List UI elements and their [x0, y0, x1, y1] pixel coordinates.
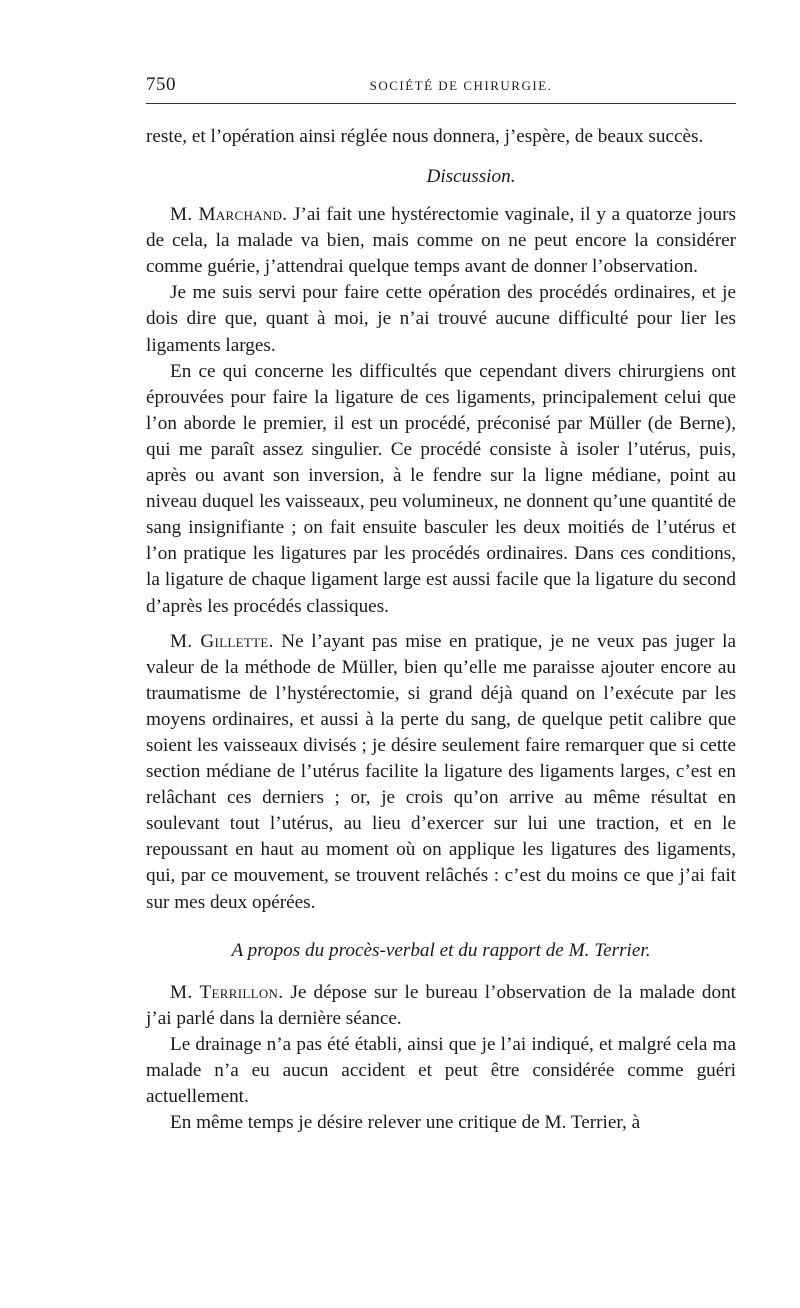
page-number: 750 [146, 74, 176, 95]
page-header [146, 74, 736, 98]
body-text [146, 124, 736, 1136]
paragraph-text: J’ai fait une hystérectomie vaginale, il y a quatorze jours de cela, la malade va bien, mais comme on ne peut encore la considérer comme guérie, j’attendrai quelque temps avant de donner l’observation. [146, 204, 736, 278]
paragraph: En même temps je désire relever une critique de M. Terrier, à [170, 1112, 641, 1134]
paragraph-text: Ne l’ayant pas mise en pratique, je ne veux pas juger la valeur de la méthode de Müller, bien qu’elle me paraisse ajouter encore au traumatisme de l’hystérectomie, si grand déjà quand on l’exécute par les moyens ordinaires, et aussi à la perte du sang, de quelque petit calibre que soient les vaisseaux divisés ; je désire seulement faire remarquer que si cette section médiane de l’utérus facilite la ligature des ligaments larges, c’est en relâchant ces derniers ; or, je crois qu’on arrive au même résultat en soulevant tout l’utérus, au lieu d’exercer sur lui une traction, et en le repoussant en haut au moment où on applique les ligatures des ligaments, qui, par ce mouvement, se trouvent relâchés : c’est du moins ce que j’ai fait sur mes deux opérées. [146, 630, 736, 913]
section-heading-discussion: Discussion. [426, 166, 516, 188]
paragraph-gillette [146, 629, 736, 916]
paragraph: Le drainage n’a pas été établi, ainsi que je l’ai indiqué, et malgré cela ma malade n’a eu aucun accident et peut être considérée comme guéri actuellement. [146, 1033, 736, 1107]
paragraph: En ce qui concerne les difficultés que cependant divers chirurgiens ont éprouvées pour faire la ligature de ces ligaments, principalement celui que l’on aborde le premier, il est un procédé, préconisé par Müller (de Berne), qui me paraît assez singulier. Ce procédé consiste à isoler l’utérus, puis, après ou avant son inversion, à le fendre sur la ligne médiane, point au niveau duquel les vaisseaux, peu volumineux, ne donnent qu’une quantité de sang insignifiante ; on fait ensuite basculer les deux moitiés de l’utérus et l’on pratique les ligatures par les procédés ordinaires. Dans ces conditions, la ligature de chaque ligament large est aussi facile que la ligature du second d’après les procédés classiques. [146, 360, 736, 617]
speaker-name: M. Gillette. [170, 630, 274, 652]
header-rule [146, 103, 736, 104]
paragraph-terrillon [146, 980, 736, 1032]
section-heading-proces-verbal: A propos du procès-verbal et du rapport de M. Terrier. [231, 939, 651, 961]
speaker-name: M. Terrillon. [170, 981, 284, 1003]
paragraph: Je me suis servi pour faire cette opération des procédés ordinaires, et je dois dire que, quant à moi, je n’ai trouvé aucune difficulté pour lier les ligaments larges. [146, 282, 736, 356]
speaker-name: M. Marchand. [170, 204, 288, 226]
paragraph-marchand [146, 202, 736, 280]
running-title: SOCIÉTÉ DE CHIRURGIE. [369, 78, 553, 93]
paragraph-text: Je dépose sur le bureau l’observation de la malade dont j’ai parlé dans la dernière séance. [146, 981, 736, 1029]
paragraph-continuation: reste, et l’opération ainsi réglée nous donnera, j’espère, de beaux succès. [146, 126, 704, 147]
